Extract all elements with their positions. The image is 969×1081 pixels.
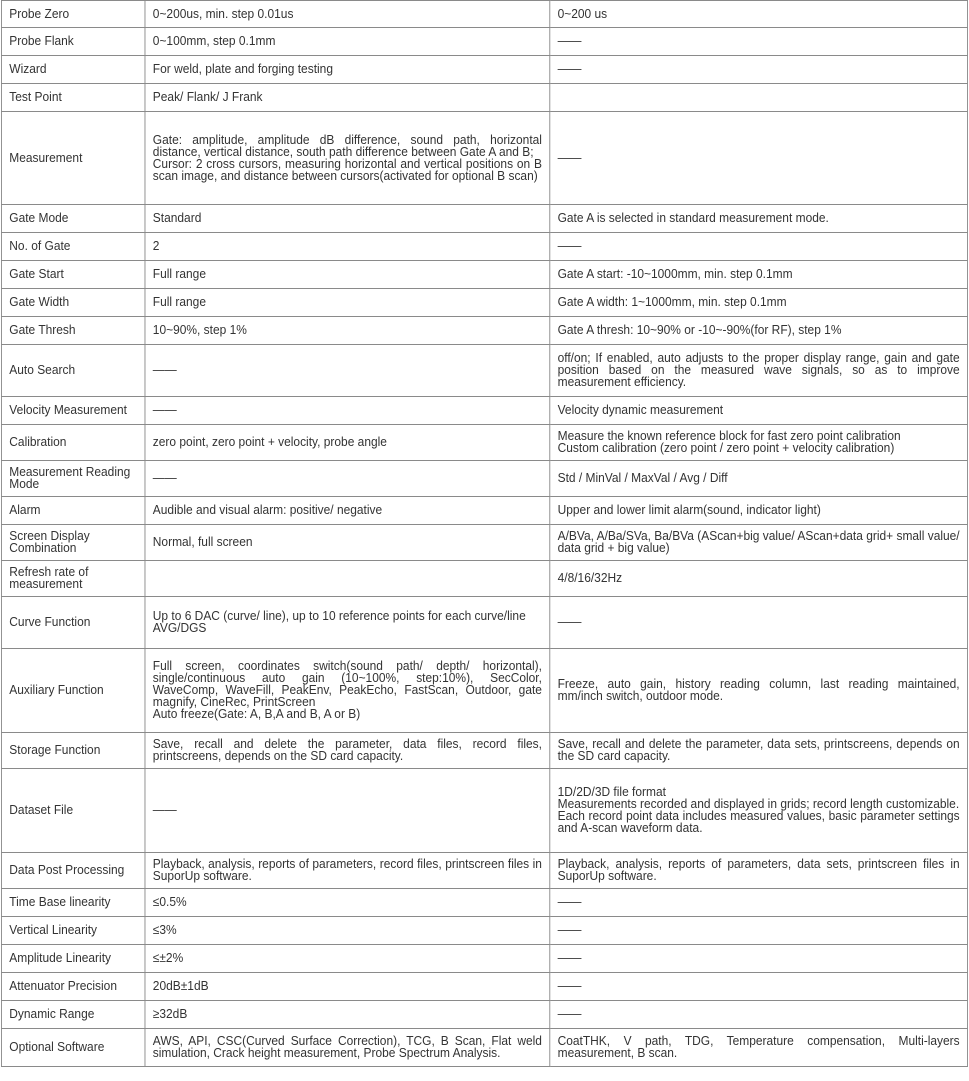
row-label: Wizard [1, 56, 145, 84]
table-row [1, 397, 967, 425]
spec-value-alt: Gate A is selected in standard measurement mode. [550, 205, 968, 233]
row-label: Time Base linearity [1, 889, 145, 917]
spec-value-alt: —— [550, 28, 968, 56]
row-label: Screen Display Combination [1, 525, 145, 561]
row-label: Gate Width [1, 289, 145, 317]
spec-value-alt: off/on; If enabled, auto adjusts to the proper display range, gain and gate position based on the measured wave signals, so as to improve measurement efficiency. [550, 345, 968, 397]
spec-value [145, 561, 550, 597]
spec-value-alt: Playback, analysis, reports of parameters, data sets, printscreen files in SuporUp software. [550, 853, 968, 889]
row-label: Curve Function [1, 597, 145, 649]
spec-value-alt: A/BVa, A/Ba/SVa, Ba/BVa (AScan+big value/ AScan+data grid+ small value/ data grid + big value) [550, 525, 968, 561]
table-row [1, 317, 967, 345]
spec-value-alt: Freeze, auto gain, history reading column, last reading maintained, mm/inch switch, outdoor mode. [550, 649, 968, 733]
row-label: Measurement [1, 112, 145, 205]
spec-value: 0~100mm, step 0.1mm [145, 28, 550, 56]
table-row [1, 769, 967, 853]
spec-value: Full range [145, 261, 550, 289]
table-row [1, 853, 967, 889]
row-label: Alarm [1, 497, 145, 525]
spec-value: Save, recall and delete the parameter, data files, record files, printscreens, depends on the SD card capacity. [145, 733, 550, 769]
table-row [1, 945, 967, 973]
table-row [1, 1001, 967, 1029]
spec-value: zero point, zero point + velocity, probe angle [145, 425, 550, 461]
spec-value: AWS, API, CSC(Curved Surface Correction), TCG, B Scan, Flat weld simulation, Crack height measurement, Probe Spectrum Analysis. [145, 1029, 550, 1067]
spec-value: Full range [145, 289, 550, 317]
table-row [1, 461, 967, 497]
row-label: Storage Function [1, 733, 145, 769]
spec-table [1, 0, 968, 1067]
spec-value-alt: Measure the known reference block for fast zero point calibration Custom calibration (zero point / zero point + velocity calibration) [550, 425, 968, 461]
spec-value-alt: 0~200 us [550, 1, 968, 28]
table-row [1, 889, 967, 917]
table-row [1, 205, 967, 233]
spec-value: Peak/ Flank/ J Frank [145, 84, 550, 112]
table-row [1, 973, 967, 1001]
row-label: Gate Start [1, 261, 145, 289]
table-row [1, 733, 967, 769]
spec-value: 10~90%, step 1% [145, 317, 550, 345]
spec-value: Full screen, coordinates switch(sound path/ depth/ horizontal), single/continuous auto gain (10~100%, step:10%), SecColor, WaveComp, WaveFill, PeakEnv, PeakEcho, FastScan, Outdoor, gate magnify, CineRec, PrintScreen Auto freeze(Gate: A, B,A and B, A or B) [145, 649, 550, 733]
table-row [1, 233, 967, 261]
spec-value-alt: —— [550, 233, 968, 261]
table-row [1, 1029, 967, 1067]
table-row [1, 917, 967, 945]
row-label: Refresh rate of measurement [1, 561, 145, 597]
table-row [1, 649, 967, 733]
spec-value-alt [550, 84, 968, 112]
row-label: Gate Thresh [1, 317, 145, 345]
row-label: Calibration [1, 425, 145, 461]
table-row [1, 56, 967, 84]
row-label: Probe Zero [1, 1, 145, 28]
table-row [1, 425, 967, 461]
spec-value: ≤0.5% [145, 889, 550, 917]
spec-value: 20dB±1dB [145, 973, 550, 1001]
table-row [1, 497, 967, 525]
spec-value-alt: Velocity dynamic measurement [550, 397, 968, 425]
row-label: Data Post Processing [1, 853, 145, 889]
spec-value-alt: Gate A thresh: 10~90% or -10~-90%(for RF), step 1% [550, 317, 968, 345]
spec-value: —— [145, 345, 550, 397]
spec-value-alt: Gate A start: -10~1000mm, min. step 0.1mm [550, 261, 968, 289]
row-label: Dynamic Range [1, 1001, 145, 1029]
spec-value: ≤3% [145, 917, 550, 945]
spec-value: 0~200us, min. step 0.01us [145, 1, 550, 28]
table-row [1, 261, 967, 289]
spec-table-body [1, 1, 967, 1067]
row-label: Auxiliary Function [1, 649, 145, 733]
spec-value-alt: —— [550, 889, 968, 917]
table-row [1, 28, 967, 56]
row-label: Measurement Reading Mode [1, 461, 145, 497]
table-row [1, 561, 967, 597]
row-label: Attenuator Precision [1, 973, 145, 1001]
spec-value: Audible and visual alarm: positive/ negative [145, 497, 550, 525]
spec-value: 2 [145, 233, 550, 261]
table-row [1, 597, 967, 649]
row-label: Probe Flank [1, 28, 145, 56]
spec-value: Up to 6 DAC (curve/ line), up to 10 reference points for each curve/line AVG/DGS [145, 597, 550, 649]
spec-value-alt: Std / MinVal / MaxVal / Avg / Diff [550, 461, 968, 497]
table-row [1, 525, 967, 561]
spec-value: —— [145, 769, 550, 853]
spec-value-alt: Upper and lower limit alarm(sound, indicator light) [550, 497, 968, 525]
spec-value: Gate: amplitude, amplitude dB difference, sound path, horizontal distance, vertical distance, south path difference between Gate A and B; Cursor: 2 cross cursors, measuring horizontal and vertical positions on B scan image, and distance between cursors(activated for optional B scan) [145, 112, 550, 205]
spec-value: ≥32dB [145, 1001, 550, 1029]
spec-value: Standard [145, 205, 550, 233]
spec-value: ≤±2% [145, 945, 550, 973]
row-label: No. of Gate [1, 233, 145, 261]
table-row [1, 1, 967, 28]
spec-value-alt: —— [550, 112, 968, 205]
row-label: Vertical Linearity [1, 917, 145, 945]
spec-value-alt: —— [550, 973, 968, 1001]
row-label: Dataset File [1, 769, 145, 853]
spec-value-alt: Save, recall and delete the parameter, data sets, printscreens, depends on the SD card capacity. [550, 733, 968, 769]
spec-value: Playback, analysis, reports of parameters, record files, printscreen files in SuporUp software. [145, 853, 550, 889]
spec-value-alt: —— [550, 1001, 968, 1029]
spec-value: Normal, full screen [145, 525, 550, 561]
row-label: Test Point [1, 84, 145, 112]
spec-value: For weld, plate and forging testing [145, 56, 550, 84]
spec-value-alt: 1D/2D/3D file format Measurements recorded and displayed in grids; record length customizable. Each record point data includes measured values, basic parameter settings and A-scan waveform data. [550, 769, 968, 853]
row-label: Auto Search [1, 345, 145, 397]
spec-value: —— [145, 397, 550, 425]
table-row [1, 84, 967, 112]
spec-value-alt: —— [550, 56, 968, 84]
row-label: Amplitude Linearity [1, 945, 145, 973]
spec-value-alt: —— [550, 945, 968, 973]
table-row [1, 112, 967, 205]
spec-value-alt: —— [550, 597, 968, 649]
spec-value-alt: 4/8/16/32Hz [550, 561, 968, 597]
table-row [1, 289, 967, 317]
spec-value-alt: CoatTHK, V path, TDG, Temperature compensation, Multi-layers measurement, B scan. [550, 1029, 968, 1067]
spec-value-alt: —— [550, 917, 968, 945]
row-label: Velocity Measurement [1, 397, 145, 425]
row-label: Gate Mode [1, 205, 145, 233]
spec-value: —— [145, 461, 550, 497]
table-row [1, 345, 967, 397]
row-label: Optional Software [1, 1029, 145, 1067]
spec-value-alt: Gate A width: 1~1000mm, min. step 0.1mm [550, 289, 968, 317]
